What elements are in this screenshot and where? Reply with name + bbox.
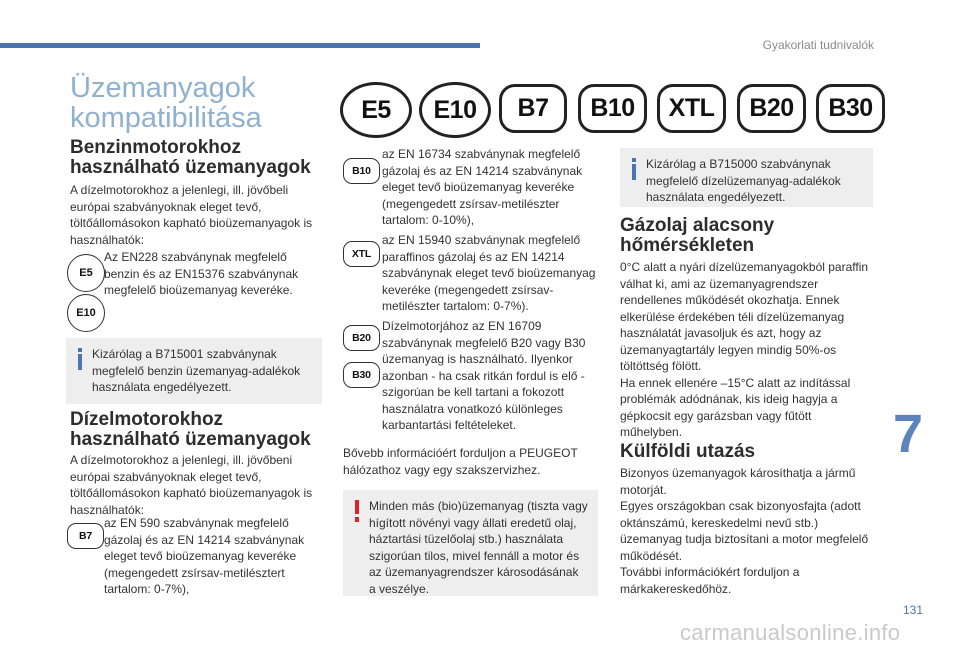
diesel-warning-note xyxy=(343,490,598,596)
fuel-badge-b30: B30 xyxy=(816,84,885,133)
fuel-badge-e10: E10 xyxy=(419,82,491,138)
page-number: 131 xyxy=(903,603,924,617)
diesel-b20-text: Dízelmotorjához az EN 16709 szabványnak megfelelő B20 vagy B30 üzemanyag is használható. Ilyenkor azonban - ha csak ritkán fordul is elő - szigorúan be kell tartani a fokozott használatra vonatkozó különleges karbantartási feltételeket. xyxy=(382,319,586,432)
abroad-text-3: További információkért forduljon a márkakereskedőhöz. xyxy=(620,565,800,596)
badge-e10-small: E10 xyxy=(67,294,105,332)
info-icon xyxy=(628,158,640,180)
diesel-b7-text: az EN 590 szabványnak megfelelő gázolaj és az EN 14214 szabványnak eleget tevő bioüzemanyag keveréke (megengedett zsírsav-metilésztert tartalom: 0-7%), xyxy=(104,516,305,596)
petrol-note-text: Kizárólag a B715001 szabványnak megfelelő benzin üzemanyag-adalékok használata engedélyezett. xyxy=(92,347,301,394)
abroad-heading: Külföldi utazás xyxy=(620,441,756,462)
diesel-more-info: Bővebb információért forduljon a PEUGEOT hálózathoz vagy egy szakszervizhez. xyxy=(343,446,578,477)
badge-xtl-small: XTL xyxy=(343,241,380,267)
diesel-warning-text: Minden más (bio)üzemanyag (tiszta vagy hígított növényi vagy állati eredetű olaj, háztartási tüzelőolaj stb.) használata szigorúan tilos, mivel fennáll a motor és az üzemanyagrendszer károsodásának a veszélye. xyxy=(369,499,588,596)
abroad-text-1: Bizonyos üzemanyagok károsíthatja a jármű motorját. xyxy=(620,466,856,497)
diesel-note-text: Kizárólag a B715000 szabványnak megfelelő dízelüzemanyag-adalékok használata engedélyezett. xyxy=(646,157,841,204)
badge-e5-small: E5 xyxy=(67,254,105,292)
petrol-info-note xyxy=(66,338,322,404)
cold-heading-line2: hőmérsékleten xyxy=(620,235,755,256)
badge-b20-small: B20 xyxy=(343,325,380,351)
petrol-intro: A dízelmotorokhoz a jelenlegi, ill. jövőbeli európai szabványoknak eleget tevő, töltőállomásokon kapható bioüzemanyagok is használhatók: xyxy=(70,183,313,247)
info-icon xyxy=(74,348,86,370)
watermark: carmanualsonline.info xyxy=(680,620,901,645)
fuel-badge-b10: B10 xyxy=(578,84,647,133)
badge-b7-small: B7 xyxy=(67,523,104,549)
top-accent-bar xyxy=(0,43,480,48)
fuel-badge-e5: E5 xyxy=(340,82,412,138)
badge-b30-small: B30 xyxy=(343,362,380,388)
fuel-badge-xtl: XTL xyxy=(657,84,726,133)
petrol-heading xyxy=(70,138,330,178)
badge-b10-small: B10 xyxy=(343,158,380,184)
diesel-heading-line1: Dízelmotorokhoz xyxy=(70,409,224,430)
page-title xyxy=(70,73,340,133)
page-title-line2: kompatibilitása xyxy=(70,102,262,134)
cold-text xyxy=(620,259,872,441)
diesel-b10-text: az EN 16734 szabványnak megfelelő gázolaj és az EN 14214 szabványnak eleget tevő bioüzemanyag keveréke (megengedett zsírsav-metilészter tartalom: 0-10%), xyxy=(382,147,583,227)
warning-icon xyxy=(351,500,363,522)
petrol-heading-line2: használható üzemanyagok xyxy=(70,157,311,178)
section-label: Gyakorlati tudnivalók xyxy=(762,38,874,52)
cold-heading xyxy=(620,216,870,256)
petrol-item: Az EN228 szabványnak megfelelő benzin és az EN15376 szabványnak megfelelő bioüzemanyag keveréke. xyxy=(104,250,299,297)
petrol-heading-line1: Benzinmotorokhoz xyxy=(70,137,241,158)
fuel-badge-b7: B7 xyxy=(499,84,567,133)
fuel-badge-b20: B20 xyxy=(737,84,806,133)
abroad-text-2: Egyes országokban csak bizonyosfajta (adott oktánszámú, kereskedelmi nevű stb.) üzemanyag tudja biztosítani a motor megfelelő működését. xyxy=(620,499,869,563)
page-title-line1: Üzemanyagok xyxy=(70,72,256,104)
diesel-heading-line2: használható üzemanyagok xyxy=(70,429,311,450)
diesel-info-note xyxy=(620,148,873,207)
diesel-intro: A dízelmotorokhoz a jelenlegi, ill. jövőbeni európai szabványoknak eleget tevő, töltőállomásokon kapható bioüzemanyagok is használhatók: xyxy=(70,453,313,517)
diesel-xtl-text: az EN 15940 szabványnak megfelelő paraffinos gázolaj és az EN 14214 szabványnak eleget tevő bioüzemanyag keveréke (megengedett zsírsav-metilészter tartalom: 0-7%). xyxy=(382,233,596,313)
cold-heading-line1: Gázolaj alacsony xyxy=(620,215,775,236)
chapter-number: 7 xyxy=(893,404,924,464)
cold-text-2: Ha ennek ellenére –15°C alatt az indítással problémák adódnának, kis ideig hagyja a gépkocsit egy garázsban vagy fűtött műhelyben. xyxy=(620,375,851,439)
abroad-text xyxy=(620,465,872,597)
cold-text-1: 0°C alatt a nyári dízelüzemanyagokból paraffin válhat ki, ami az üzemanyagrendszer rendellenes működését okozhatja. Ennek elkerülése érdekében téli dízelüzemanyag használatát javasoljuk és azt, hogy az üzemanyagtartály legyen mindig 50%-os töltöttség fölött. xyxy=(620,260,869,373)
diesel-heading xyxy=(70,410,330,450)
